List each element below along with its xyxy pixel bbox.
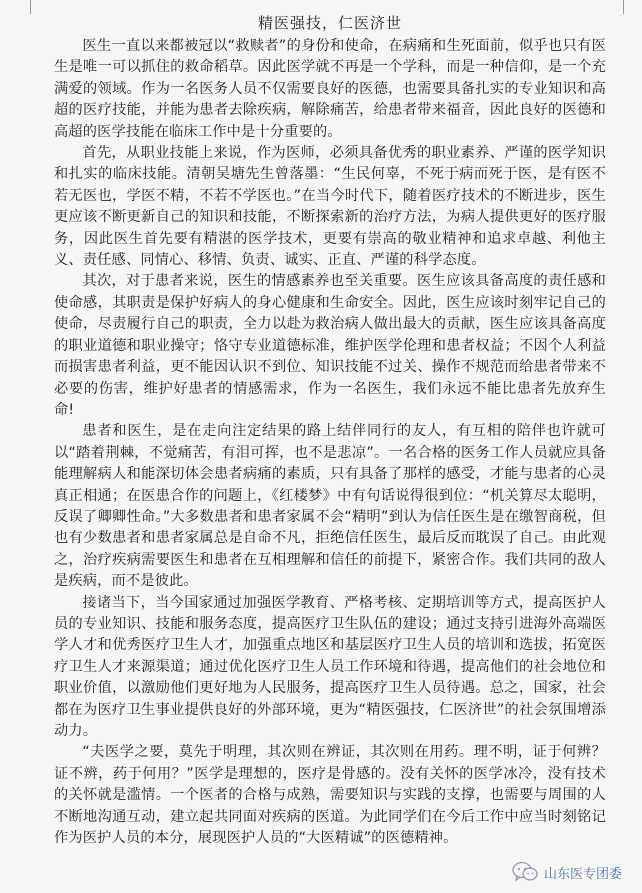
paragraph-1: 医生一直以来都被冠以“救赎者”的身份和使命，在病痛和生死面前，似乎也只有医生是唯一可以抓住的救命稻草。因此医学就不再是一个学科，而是一种信仰，是一个充满爱的领域。作为一名医务人员不仅需要良好的医德，也需要具备扎实的专业知识和高超的医疗技能，并能为患者去除疾病，解除痛苦，给患者带来福音，因此良好的医德和高超的医学技能在临床工作中是十分重要的。 (54, 38, 606, 140)
paragraph-3: 其次，对于患者来说，医生的情感素养也至关重要。医生应该具备高度的责任感和使命感，其职责是保护好病人的身心健康和生命安全。因此，医生应该时刻牢记自己的使命，尽责履行自己的职责，全力以赴为救治病人做出最大的贡献，医生应该具备高度的职业道德和职业操守；恪守专业道德标准，维护医学伦理和患者权益；不因个人利益而损害患者利益，更不能因认识不到位、知识技能不过关、操作不规范而给患者带来不必要的伤害，维护好患者的情感需求，作为一名医生，我们永远不能比患者先放弃生命! (54, 273, 606, 418)
wechat-icon (512, 861, 538, 883)
document-title: 精医强技，仁医济世 (257, 14, 402, 32)
paragraph-4: 患者和医生，是在走向注定结果的路上结伴同行的友人，有互相的陪伴也许就可以“踏着荆棘，不觉痛苦，有泪可挥，也不是悲凉”。一名合格的医务工作人员就应具备能理解病人和能深切体会患者病痛的素质，只有具备了那样的感受，才能与患者的心灵真正相通；在医患合作的问题上，《红楼梦》中有句话说得很到位：“机关算尽太聪明，反误了卿卿性命。”大多数患者和患者家属不会“精明”到认为信任医生是在缴智商税，但也有少数患者和患者家属总是自命不凡，拒绝信任医生，最后反而耽误了自己。由此观之，治疗疾病需要医生和患者在互相理解和信任的前提下，紧密合作。我们共同的敌人是疾病，而不是彼此。 (54, 423, 606, 590)
page-corner-mark-right (623, 0, 624, 14)
paragraph-6: “夫医学之要，莫先于明理，其次则在辨证，其次则在用药。理不明，证于何辨？证不辨，药于何用？”医学是理想的，医疗是骨感的。没有关怀的医学冰冷，没有技术的关怀就是滥情。一个医者的合格与成熟，需要知识与实践的支撑，也需要与周围的人不断地沟通互动，建立起共同面对疾病的医道。为此同学们在今后工作中应当时刻铭记作为医护人员的本分，展现医护人员的“大医精诚”的医德精神。 (54, 744, 606, 847)
paragraph-5: 接诸当下，当今国家通过加强医学教育、严格考核、定期培训等方式，提高医护人员的专业知识、技能和服务态度，提高医疗卫生队伍的建设；通过支持引进海外高端医学人才和优秀医疗卫生人才，加强重点地区和基层医疗卫生人员的培训和选拔，拓宽医疗卫生人才来源渠道；通过优化医疗卫生人员工作环境和待遇，提高他们的社会地位和职业价值，以激励他们更好地为人民服务，提高医疗卫生人员待遇。总之，国家，社会都在为医疗卫生事业提供良好的外部环境，更为“精医强技，仁医济世”的社会氛围增添动力。 (54, 594, 606, 739)
watermark-text: 山东医专团委 (543, 866, 622, 882)
account-watermark (508, 859, 626, 885)
paragraph-2: 首先，从职业技能上来说，作为医师，必须具备优秀的职业素养、严谨的医学知识和扎实的临床技能。清朝吴塘先生曾落墨：“生民何辜，不死于病而死于医，是有医不若无医也，学医不精，不若不学医也。”在当今时代下，随着医疗技术的不断进步，医生更应该不断更新自己的知识和技能，不断探索新的治疗方法，为病人提供更好的医疗服务，因此医生首先要有精湛的医学技术，更要有崇高的敬业精神和追求卓越、利他主义、责任感、同情心、移情、负责、诚实、正直、严谨的科学态度。 (54, 145, 606, 269)
page-corner-mark-left (30, 0, 31, 14)
